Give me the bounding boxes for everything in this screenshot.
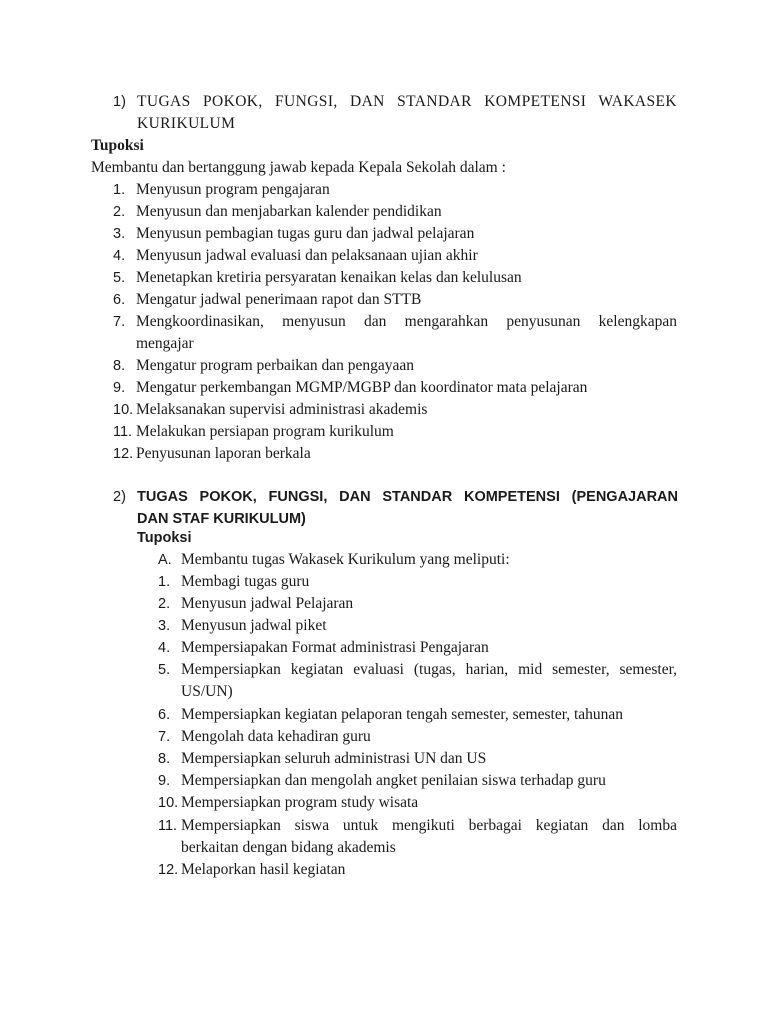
section1-title-line2: KURIKULUM [137, 115, 236, 132]
list-item: Mempersiapkan seluruh administrasi UN dan US [181, 750, 487, 767]
list-item-number: 10. [158, 795, 179, 811]
list-item: Menyusun pembagian tugas guru dan jadwal pelajaran [136, 225, 475, 242]
list-item-number: 6. [158, 707, 171, 723]
list-item: Menyusun jadwal piket [181, 617, 327, 634]
section1-intro: Membantu dan bertanggung jawab kepada Kepala Sekolah dalam : [91, 159, 506, 176]
list-item: Menyusun program pengajaran [136, 181, 330, 198]
list-item-continuation: US/UN) [181, 683, 233, 700]
list-item: Melaksanakan supervisi administrasi akademis [136, 401, 428, 418]
list-item-number: 7. [113, 314, 126, 330]
list-item: Menyusun jadwal evaluasi dan pelaksanaan ujian akhir [136, 247, 478, 264]
list-item-number: 11. [113, 424, 133, 440]
list-item: Mempersiapkan dan mengolah angket penilaian siswa terhadap guru [181, 772, 606, 789]
list-item-number: 2. [158, 596, 171, 612]
list-item-number: 8. [113, 358, 126, 374]
list-item-number: 10. [113, 402, 134, 418]
section2-subheading: Tupoksi [137, 530, 192, 546]
list-item-number: 1. [113, 182, 126, 198]
list-item-number: 4. [113, 248, 126, 264]
list-item: Melaporkan hasil kegiatan [181, 861, 346, 878]
list-item-continuation: mengajar [136, 335, 194, 352]
list-item: Mempersiapakan Format administrasi Pengajaran [181, 639, 489, 656]
list-item: Mempersiapkan siswa untuk mengikuti berbagai kegiatan dan lomba [181, 817, 677, 834]
list-item-number: 12. [113, 446, 134, 462]
list-item: Menyusun dan menjabarkan kalender pendidikan [136, 203, 442, 220]
list-item-number: 12. [158, 862, 179, 878]
list-item: Mengatur jadwal penerimaan rapot dan STTB [136, 291, 422, 308]
list-item: Melakukan persiapan program kurikulum [136, 423, 394, 440]
list-item: Penyusunan laporan berkala [136, 445, 311, 462]
list-item-number: 2. [113, 204, 126, 220]
section1-title-line1: TUGAS POKOK, FUNGSI, DAN STANDAR KOMPETENSI WAKASEK [137, 93, 677, 110]
list-item-continuation: berkaitan dengan bidang akademis [181, 839, 396, 856]
list-item: Mengolah data kehadiran guru [181, 728, 371, 745]
section2-title-line2: DAN STAF KURIKULUM) [137, 511, 306, 527]
list-item-number: 1. [158, 574, 171, 590]
section1-subheading: Tupoksi [91, 137, 144, 154]
list-item-number: 5. [113, 270, 126, 286]
list-item-number: 7. [158, 729, 171, 745]
list-item-number: 4. [158, 640, 171, 656]
list-item: Mempersiapkan program study wisata [181, 794, 419, 811]
list-item-number: 3. [113, 226, 126, 242]
list-item-number: 9. [113, 380, 126, 396]
list-item: Menyusun jadwal Pelajaran [181, 595, 354, 612]
list-item: Mempersiapkan kegiatan evaluasi (tugas, harian, mid semester, semester, [181, 661, 677, 678]
list-item-number: 9. [158, 773, 171, 789]
list-item: Mengatur perkembangan MGMP/MGBP dan koordinator mata pelajaran [136, 379, 588, 396]
list-item: Mengkoordinasikan, menyusun dan mengarahkan penyusunan kelengkapan [136, 313, 677, 330]
section2-intro-marker: A. [158, 552, 172, 568]
list-item: Mempersiapkan kegiatan pelaporan tengah semester, semester, tahunan [181, 706, 624, 723]
list-item: Menetapkan kretiria persyaratan kenaikan kelas dan kelulusan [136, 269, 522, 286]
section1-number: 1) [113, 94, 126, 110]
list-item-number: 5. [158, 662, 171, 678]
list-item: Mengatur program perbaikan dan pengayaan [136, 357, 415, 374]
section2-intro: Membantu tugas Wakasek Kurikulum yang meliputi: [181, 551, 510, 568]
list-item: Membagi tugas guru [181, 573, 310, 590]
list-item-number: 6. [113, 292, 126, 308]
section2-title-line1: TUGAS POKOK, FUNGSI, DAN STANDAR KOMPETENSI (PENGAJARAN [137, 489, 678, 505]
list-item-number: 8. [158, 751, 171, 767]
section2-number: 2) [113, 489, 126, 505]
list-item-number: 3. [158, 618, 171, 634]
list-item-number: 11. [158, 818, 178, 834]
